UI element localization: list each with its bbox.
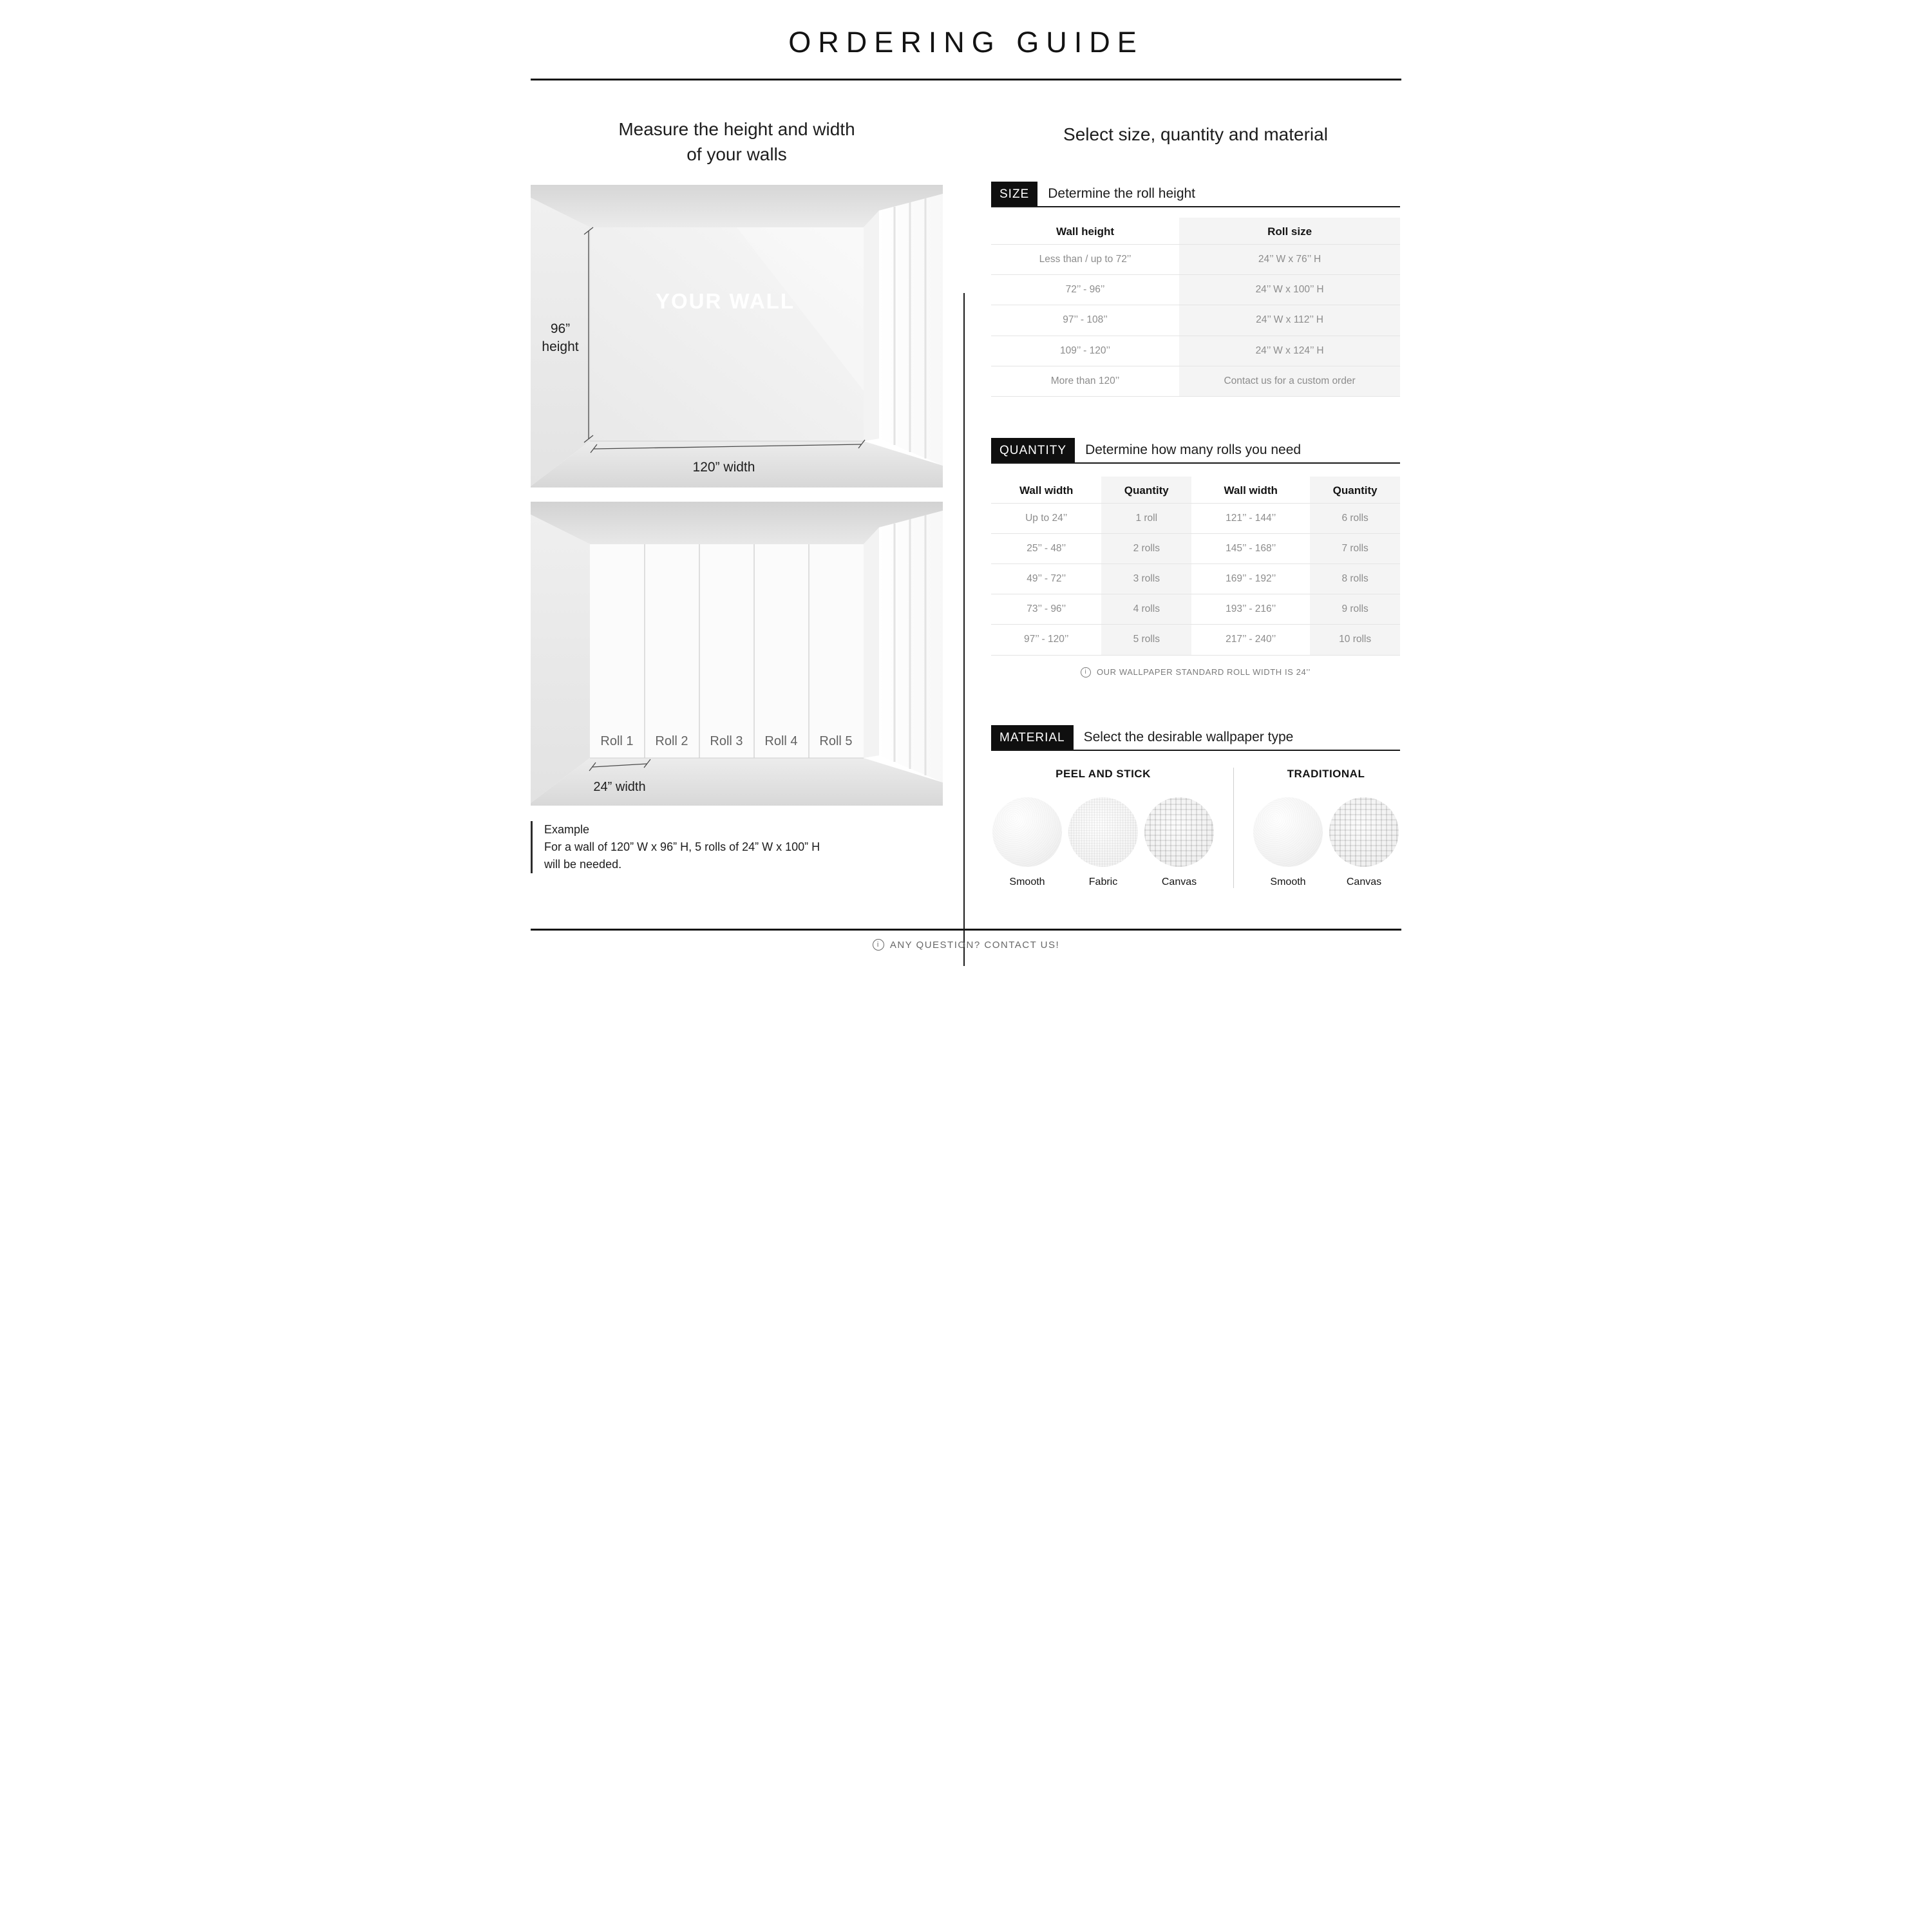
quantity-cell: 4 rolls	[1101, 594, 1191, 625]
column-divider	[963, 293, 965, 966]
quantity-cell: 6 rolls	[1310, 503, 1400, 533]
option-label: Smooth	[1270, 876, 1306, 887]
wall-width-cell: 193’’ - 216’’	[1191, 594, 1310, 625]
canvas-texture-swatch	[1329, 797, 1399, 867]
quantity-cell: 7 rolls	[1310, 534, 1400, 564]
material-option-smooth	[992, 797, 1062, 888]
option-label: Canvas	[1346, 876, 1382, 887]
size-badge: SIZE	[991, 182, 1037, 206]
wall-width-cell: 145’’ - 168’’	[1191, 534, 1310, 564]
info-icon: i	[1081, 667, 1091, 677]
size-table-row	[991, 336, 1400, 366]
page-footer	[531, 929, 1401, 951]
roll-size-cell: Contact us for a custom order	[1179, 366, 1400, 396]
quantity-cell: 2 rolls	[1101, 534, 1191, 564]
wall-width-cell: 121’’ - 144’’	[1191, 503, 1310, 533]
roll-size-cell: 24’’ W x 76’’ H	[1179, 245, 1400, 275]
wall-width-cell: 169’’ - 192’’	[1191, 564, 1310, 594]
wall-width-cell: 49’’ - 72’’	[991, 564, 1101, 594]
size-table-row	[991, 305, 1400, 336]
size-table	[991, 218, 1400, 397]
info-icon: i	[873, 939, 884, 951]
material-group-traditional	[1233, 768, 1399, 888]
wall-height-cell: 72’’ - 96’’	[991, 275, 1179, 305]
roll-label: Roll 5	[819, 734, 853, 749]
example-note	[531, 821, 943, 873]
room-illustration-measure	[531, 185, 943, 488]
material-section-header	[991, 725, 1400, 751]
example-title: Example	[544, 823, 590, 837]
group-title: TRADITIONAL	[1287, 767, 1365, 780]
smooth-texture-swatch	[992, 797, 1062, 867]
wall-width-cell: 217’’ - 240’’	[1191, 625, 1310, 655]
floor	[531, 758, 943, 806]
size-subtitle: Determine the roll height	[1048, 186, 1196, 202]
select-heading: Select size, quantity and material	[1063, 124, 1328, 144]
wall-width-header: Wall width	[1224, 484, 1278, 497]
quantity-table-row	[991, 625, 1400, 655]
roll-size-cell: 24’’ W x 100’’ H	[1179, 275, 1400, 305]
group-title: PEEL AND STICK	[1056, 767, 1151, 780]
roll-label: Roll 3	[710, 734, 743, 749]
fabric-texture-swatch	[1068, 797, 1138, 867]
wall-width-header: Wall width	[1019, 484, 1074, 497]
quantity-table-row	[991, 534, 1400, 564]
size-table-row	[991, 275, 1400, 305]
quantity-table-row	[991, 503, 1400, 533]
roll-size-cell: 24’’ W x 124’’ H	[1179, 336, 1400, 366]
quantity-table-row	[991, 594, 1400, 625]
quantity-table-header-row	[991, 477, 1400, 504]
size-section	[991, 182, 1400, 397]
your-wall-label: YOUR WALL	[656, 289, 795, 314]
room-illustration-rolls	[531, 502, 943, 806]
wall-width-cell: 73’’ - 96’’	[991, 594, 1101, 625]
wall-height-cell: Less than / up to 72’’	[991, 245, 1179, 275]
roll-width-note-text: OUR WALLPAPER STANDARD ROLL WIDTH IS 24’’	[1096, 667, 1311, 677]
window-frame	[864, 527, 879, 758]
ordering-guide-page	[483, 0, 1449, 966]
contact-note	[531, 939, 1401, 951]
quantity-cell: 10 rolls	[1310, 625, 1400, 655]
smooth-texture-swatch	[1253, 797, 1323, 867]
quantity-subtitle: Determine how many rolls you need	[1085, 442, 1302, 457]
quantity-table	[991, 477, 1400, 656]
quantity-cell: 8 rolls	[1310, 564, 1400, 594]
contact-note-text: ANY QUESTION? CONTACT US!	[889, 939, 1060, 951]
back-wall	[590, 544, 864, 758]
left-wall	[531, 515, 590, 803]
roll-label: Roll 1	[600, 734, 634, 749]
quantity-section-header	[991, 438, 1400, 464]
size-section-header	[991, 182, 1400, 207]
material-option-smooth	[1253, 797, 1323, 888]
roll-size-header: Roll size	[1179, 218, 1400, 245]
roll-label: Roll 2	[655, 734, 688, 749]
canvas-texture-swatch	[1144, 797, 1214, 867]
material-section	[991, 725, 1400, 888]
roll-size-cell: 24’’ W x 112’’ H	[1179, 305, 1400, 336]
quantity-section	[991, 438, 1400, 677]
option-label: Canvas	[1161, 876, 1197, 887]
size-table-row	[991, 366, 1400, 396]
width-dimension-label: 120” width	[692, 460, 755, 475]
measure-heading: Measure the height and width of your walls	[618, 119, 855, 165]
option-label: Fabric	[1088, 876, 1118, 887]
wall-width-cell: 25’’ - 48’’	[991, 534, 1101, 564]
option-label: Smooth	[1009, 876, 1045, 887]
roll-width-note	[991, 667, 1400, 677]
wall-height-cell: 109’’ - 120’’	[991, 336, 1179, 366]
quantity-header: Quantity	[1101, 477, 1191, 504]
quantity-badge: QUANTITY	[991, 438, 1075, 462]
wall-height-cell: More than 120’’	[991, 366, 1179, 396]
material-badge: MATERIAL	[991, 725, 1074, 750]
page-title: ORDERING GUIDE	[788, 26, 1144, 59]
size-table-row	[991, 245, 1400, 275]
material-subtitle: Select the desirable wallpaper type	[1083, 729, 1294, 744]
roll-label: Roll 4	[764, 734, 798, 749]
size-table-header-row	[991, 218, 1400, 245]
measure-column	[531, 80, 943, 888]
quantity-cell: 3 rolls	[1101, 564, 1191, 594]
window-frame	[864, 211, 879, 441]
wall-width-cell: Up to 24’’	[991, 503, 1101, 533]
material-option-canvas	[1329, 797, 1399, 888]
quantity-cell: 5 rolls	[1101, 625, 1191, 655]
quantity-cell: 1 roll	[1101, 503, 1191, 533]
wall-width-cell: 97’’ - 120’’	[991, 625, 1101, 655]
wall-height-cell: 97’’ - 108’’	[991, 305, 1179, 336]
material-option-canvas	[1144, 797, 1214, 888]
material-option-fabric	[1068, 797, 1138, 888]
example-line: For a wall of 120” W x 96” H, 5 rolls of 24” W x 100” H	[544, 840, 820, 854]
quantity-cell: 9 rolls	[1310, 594, 1400, 625]
roll-width-label: 24” width	[593, 780, 646, 795]
material-group-peel-and-stick	[992, 768, 1214, 888]
select-column	[991, 80, 1400, 888]
content-columns	[531, 80, 1401, 888]
material-groups	[991, 768, 1400, 888]
quantity-table-row	[991, 564, 1400, 594]
example-line: will be needed.	[544, 858, 622, 871]
height-dimension-word: height	[542, 339, 579, 355]
wall-height-header: Wall height	[1056, 225, 1115, 238]
height-dimension-value: 96”	[550, 321, 571, 337]
quantity-header: Quantity	[1310, 477, 1400, 504]
